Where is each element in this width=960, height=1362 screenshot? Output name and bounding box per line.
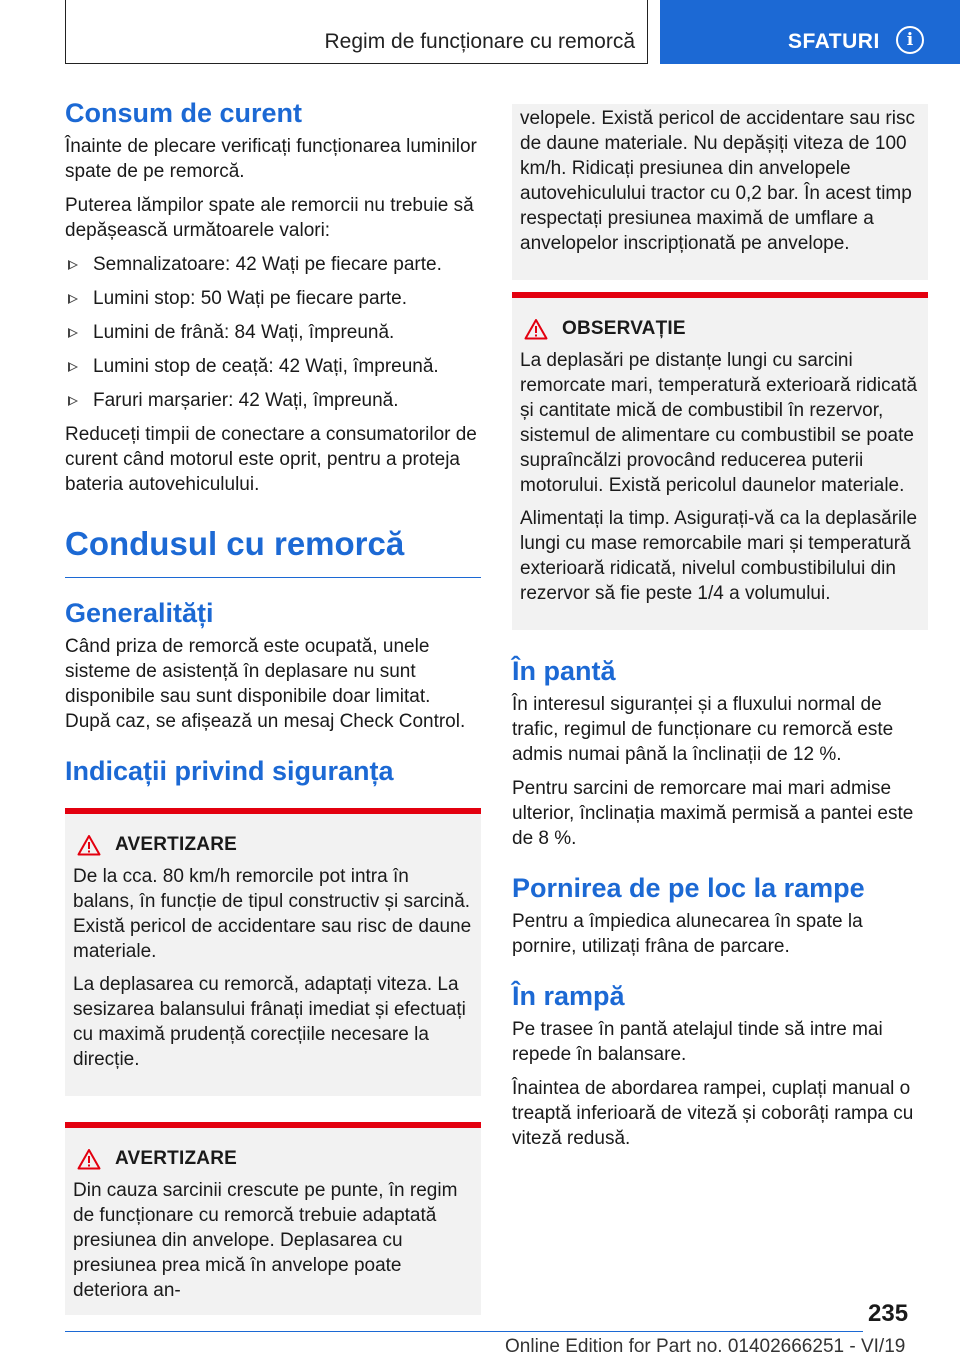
- heading-in-rampa: În rampă: [512, 981, 625, 1011]
- warning-triangle-icon: [77, 1148, 101, 1170]
- heading-consum-de-curent: Consum de curent: [65, 98, 303, 128]
- warning-text: Din cauza sarcinii crescute pe punte, în regim de funcționare cu remorcă trebuie adaptată presiunea din anvelope. Deplasarea cu presiunea prea mică în anvelope poate deteriora an-: [73, 1180, 458, 1301]
- paragraph: În interesul siguranței și a fluxului normal de trafic, regimul de funcționare cu remorcă este admis numai până la înclinații de 12 %.: [512, 694, 894, 765]
- warning-text: De la cca. 80 km/h remorcile pot intra în balans, în funcție de tipul constructiv și sarcină. Există pericol de accidentare sau risc de daune materiale.: [73, 866, 472, 962]
- list-item-text: Lumini de frână: 84 Wați, împreună.: [93, 322, 395, 343]
- paragraph: Puterea lămpilor spate ale remorcii nu trebuie să depășească următoarele valori:: [65, 195, 474, 241]
- paragraph: Înaintea de abordarea rampei, cuplați manual o treaptă inferioară de viteză și coborâți rampa cu viteză redusă.: [512, 1078, 914, 1149]
- heading-generalitati: Generalități: [65, 598, 214, 628]
- paragraph: Pe trasee în pantă atelajul tinde să intre mai repede în balansare.: [512, 1019, 883, 1065]
- heading-pornirea-la-rampe: Pornirea de pe loc la rampe: [512, 873, 865, 903]
- tab-sfaturi[interactable]: [660, 0, 960, 64]
- warning-text: velopele. Există pericol de accidentare sau risc de daune materiale. Nu depășiți viteza de 100 km/h. Ridicați presiunea din anvelopele autovehiculului tractor cu 0,2 bar. În acest timp respectați presiunea maximă de umflare a anvelopelor inscripționată pe anvelope.: [520, 108, 915, 254]
- list-item: [65, 354, 481, 379]
- heading-condusul-cu-remorca: Condusul cu remorcă: [65, 525, 405, 562]
- right-column: [512, 104, 928, 1160]
- heading-divider: [65, 577, 481, 578]
- heading-indicatii-siguranta: Indicații privind siguranța: [65, 756, 394, 786]
- triangle-bullet-icon: [68, 396, 78, 406]
- warning-text: La deplasarea cu remorcă, adaptați viteza. La sesizarea balansului frânați imediat și efectuați cu maximă prudență corecțiile necesare la direcție.: [73, 974, 466, 1070]
- caution-header: [520, 318, 920, 340]
- warning-triangle-icon: [77, 834, 101, 856]
- heading-in-panta: În pantă: [512, 656, 616, 686]
- caution-text: La deplasări pe distanțe lungi cu sarcini remorcate mari, temperatură exterioară ridicată și cantitate mică de combustibil în rezervor, sistemul de alimentare cu combustibil se poate supraîncălzi provocând reducerea puterii motorului. Există pericolul daunelor materiale.: [520, 350, 918, 496]
- paragraph: Înainte de plecare verificați funcționarea luminilor spate de pe remorcă.: [65, 136, 477, 182]
- list-item-text: Lumini stop: 50 Wați pe fiecare parte.: [93, 288, 408, 309]
- caution-text: Alimentați la timp. Asigurați-vă ca la deplasările lungi cu mase remorcabile mari și temperatură exterioară ridicată, nivelul combustibilului din rezervor să fie peste 1/4 a volumului.: [520, 508, 918, 604]
- warning-box-continued: [512, 104, 928, 280]
- caution-box: [512, 292, 928, 630]
- list-item-text: Lumini stop de ceață: 42 Wați, împreună.: [93, 356, 439, 377]
- paragraph: Pentru a împiedica alunecarea în spate la pornire, utilizați frâna de parcare.: [512, 911, 863, 957]
- warning-box: [65, 1122, 481, 1315]
- list-item: [65, 388, 481, 413]
- list-item: [65, 286, 481, 311]
- page-number: 235: [868, 1300, 909, 1327]
- caution-title: OBSERVAȚIE: [562, 318, 686, 339]
- warning-header: [73, 1148, 473, 1170]
- info-icon[interactable]: i: [896, 26, 924, 54]
- list-item: [65, 252, 481, 277]
- triangle-bullet-icon: [68, 260, 78, 270]
- footer-edition: Online Edition for Part no. 01402666251 - VI/19: [505, 1336, 906, 1357]
- warning-triangle-icon: [524, 318, 548, 340]
- warning-title: AVERTIZARE: [115, 834, 237, 855]
- left-column: [65, 96, 481, 1337]
- list-item-text: Faruri marșarier: 42 Wați, împreună.: [93, 390, 399, 411]
- paragraph: Reduceți timpii de conectare a consumatorilor de curent când motorul este oprit, pentru a proteja bateria autovehiculului.: [65, 424, 477, 495]
- page-section-title: Regim de funcționare cu remorcă: [324, 30, 635, 53]
- tab-sfaturi-label: SFATURI: [788, 30, 880, 53]
- list-item-text: Semnalizatoare: 42 Wați pe fiecare parte.: [93, 254, 442, 275]
- footer-divider: [65, 1331, 863, 1332]
- warning-title: AVERTIZARE: [115, 1148, 237, 1169]
- paragraph: Când priza de remorcă este ocupată, unele sisteme de asistență în deplasare nu sunt disponibile sau sunt disponibile doar limitat. După caz, se afișează un mesaj Check Control.: [65, 636, 466, 732]
- paragraph: Pentru sarcini de remorcare mai mari admise ulterior, înclinația maximă permisă a pantei este de 8 %.: [512, 778, 914, 849]
- triangle-bullet-icon: [68, 328, 78, 338]
- triangle-bullet-icon: [68, 294, 78, 304]
- warning-box: [65, 808, 481, 1096]
- warning-header: [73, 834, 473, 856]
- bullet-list: [65, 252, 481, 413]
- header-title-box: [65, 0, 648, 64]
- triangle-bullet-icon: [68, 362, 78, 372]
- list-item: [65, 320, 481, 345]
